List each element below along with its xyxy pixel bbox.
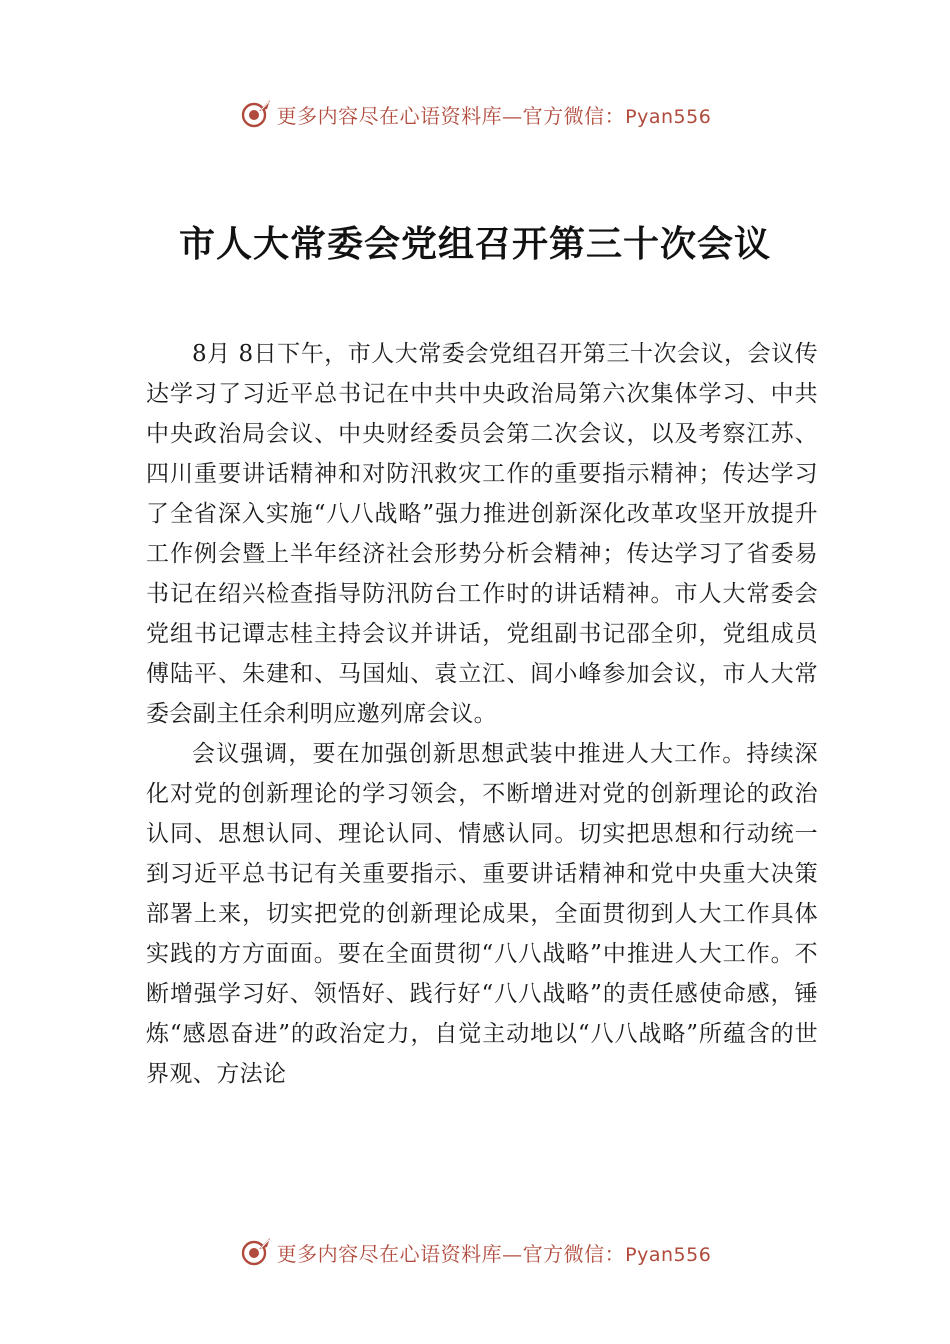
header-watermark [0,94,950,134]
header-watermark-text [277,100,712,129]
paragraph-1: 8月 8日下午，市人大常委会党组召开第三十次会议，会议传达学习了习近平总书记在中共中央政治局第六次集体学习、中共中央政治局会议、中央财经委员会第二次会议，以及考察江苏、四川重要讲话精神和对防汛救灾工作的重要指示精神；传达学习了全省深入实施“八八战略”强力推进创新深化改革攻坚开放提升工作例会暨上半年经济社会形势分析会精神；传达学习了省委易书记在绍兴检查指导防汛防台工作时的讲话精神。市人大常委会党组书记谭志桂主持会议并讲话，党组副书记邵全卯，党组成员傅陆平、朱建和、马国灿、袁立江、闾小峰参加会议，市人大常委会副主任余利明应邀列席会议。 [146,341,818,727]
document-title: 市人大常委会党组召开第三十次会议 [178,223,771,265]
document-body [146,334,818,1094]
footer-watermark [0,1232,950,1272]
footer-watermark-label: 更多内容尽在心语资料库—官方微信： [276,1241,626,1266]
quill-pen-circle-icon [239,97,273,131]
header-watermark-label: 更多内容尽在心语资料库—官方微信： [276,103,626,128]
footer-watermark-id: Pyan556 [625,1243,712,1266]
quill-pen-circle-icon [239,1235,273,1269]
paragraph-2: 会议强调，要在加强创新思想武装中推进人大工作。持续深化对党的创新理论的学习领会，不断增进对党的创新理论的政治认同、思想认同、理论认同、情感认同。切实把思想和行动统一到习近平总书记有关重要指示、重要讲话精神和党中央重大决策部署上来，切实把党的创新理论成果，全面贯彻到人大工作具体实践的方方面面。要在全面贯彻“八八战略”中推进人大工作。不断增强学习好、领悟好、践行好“八八战略”的责任感使命感，锤炼“感恩奋进”的政治定力，自觉主动地以“八八战略”所蕴含的世界观、方法论 [146,741,818,1087]
header-watermark-id: Pyan556 [625,105,712,128]
footer-watermark-text [277,1238,712,1267]
